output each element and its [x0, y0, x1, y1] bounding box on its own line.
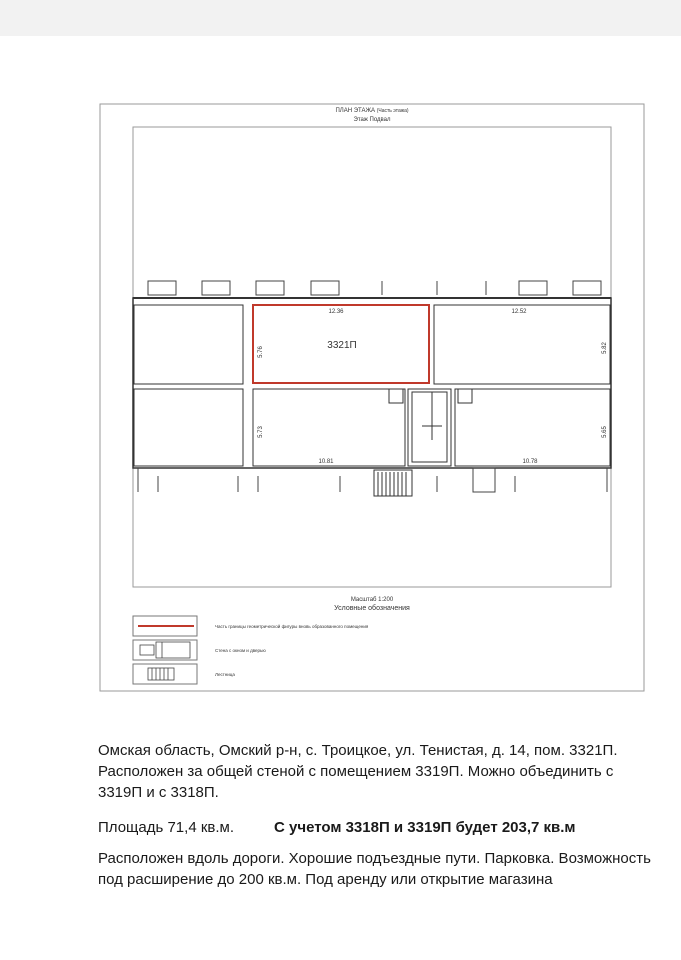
- window-bays-bottom: [138, 468, 607, 492]
- dim-top-right: 12.52: [511, 309, 527, 315]
- legend-title: Условные обозначения: [334, 605, 410, 612]
- window-bays-top: [148, 281, 601, 295]
- legend-box-2: [133, 640, 197, 660]
- address-text: Омская область, Омский р-н, с. Троицкое, ул. Тенистая, д. 14, пом. 3321П. Расположен за общей стеной с помещением 3319П. Можно объединить с 3319П и с 3318П.: [98, 742, 618, 801]
- plan-title: ПЛАН ЭТАЖА (Часть этажа): [335, 108, 409, 114]
- legend-box-3: [133, 664, 197, 684]
- dim-bottom-right: 10.78: [522, 459, 538, 465]
- rooms: [134, 305, 610, 466]
- legend-item-1: Часть границы геометрической фигуры вновь образованного помещения: [215, 624, 369, 629]
- dim-left-upper: 5.76: [258, 346, 264, 358]
- dim-bottom-mid: 10.81: [318, 459, 334, 465]
- window-ticks-top: [382, 281, 486, 295]
- legend-item-2: Стена с окном и дверью: [215, 648, 266, 653]
- plan-scale: Масштаб 1:200: [350, 597, 394, 603]
- description-text: Расположен вдоль дороги. Хорошие подъездные пути. Парковка. Возможность под расширение до 200 кв.м. Под аренду или открытие магазина: [98, 850, 651, 888]
- room-3321-label: 3321П: [327, 340, 357, 351]
- area-combined-text: С учетом 3318П и 3319П будет 203,7 кв.м: [274, 819, 576, 836]
- drawing-frame: [133, 127, 611, 587]
- area-text: Площадь 71,4 кв.м.: [98, 819, 235, 836]
- dim-top-mid: 12.36: [328, 309, 344, 315]
- stairs: [374, 470, 412, 496]
- dim-right-upper: 5.82: [602, 342, 608, 354]
- legend-wall-icon: [140, 642, 190, 658]
- area-line: [98, 817, 658, 838]
- dim-right-lower: 5.65: [602, 426, 608, 438]
- legend-item-3: Лестница: [215, 672, 235, 677]
- plan-floor: Этаж Подвал: [353, 117, 391, 123]
- legend-stair-icon: [148, 668, 174, 680]
- dim-left-lower: 5.73: [258, 426, 264, 438]
